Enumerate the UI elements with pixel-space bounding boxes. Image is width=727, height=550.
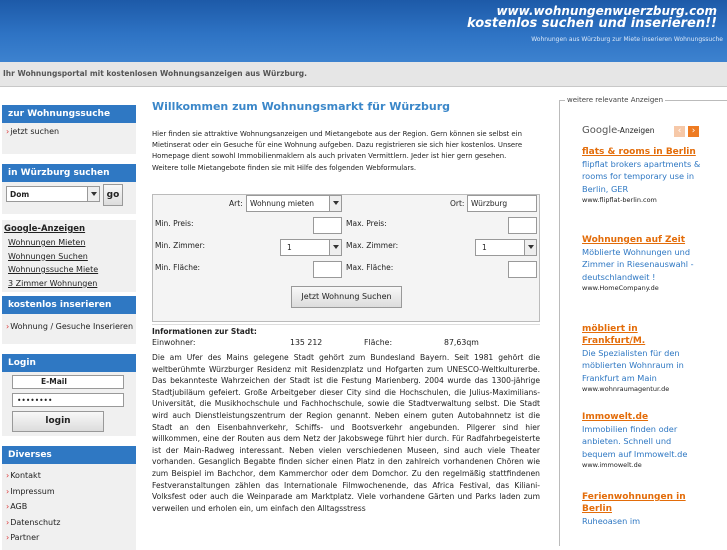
ad-url[interactable]: www.HomeCompany.de xyxy=(582,283,659,292)
page-title: Willkommen zum Wohnungsmarkt für Würzburg xyxy=(152,100,451,113)
misc-section-head: Diverses xyxy=(2,446,136,464)
ad-text: Immobilien finden oder anbieten. Schnell und bequem auf Immowelt.de xyxy=(582,424,688,459)
max-rooms-label: Max. Zimmer: xyxy=(346,241,399,250)
site-url[interactable]: www.wohnungenwuerzburg.com xyxy=(496,4,717,18)
art-select[interactable] xyxy=(246,195,342,212)
ad-item[interactable] xyxy=(582,411,702,491)
min-rooms-value: 1 xyxy=(287,243,292,252)
min-price-input[interactable] xyxy=(313,217,342,234)
ad-text: Ruheoasen im xyxy=(582,516,641,526)
misc-partner-label: Partner xyxy=(10,533,40,542)
info-strip xyxy=(0,62,727,87)
ads-list xyxy=(582,125,702,527)
ad-text: flipflat brokers apartments & rooms for temporary use in Berlin, GER xyxy=(582,159,701,194)
google-ads-head[interactable]: Google-Anzeigen xyxy=(4,224,86,234)
google-link-2[interactable]: Wohnungen Suchen xyxy=(8,251,88,261)
max-price-label: Max. Preis: xyxy=(346,219,387,228)
search-submit-button[interactable]: Jetzt Wohnung Suchen xyxy=(291,286,402,308)
city-description: Die am Ufer des Mains gelegene Stadt gehört zum Bundesland Bayern. Seit 1981 gehört die weltberühmte Würzburger Residenz mit Residenzplatz und Hofgarten zum UNESCO-Weltkulturerbe. Das bekannteste Wahrzeichen der Stadt ist die Festung Marienberg. 2004 wurde das 1300-jährige Stadtjubiläum gefeiert. Große Arbeitgeber dieser City sind die Hochschulen, die Julius-Maximilians-Universität, die Musikhochschule und Fachhochschule, sowie die Stadtverwaltung selbst. Die Stadt wird auch Dienstleistungszentrum der Region genannt. Neben einem guten Autobahnnetz ist die Stadt an den Eisenbahnverkehr, Schiffs- und Bootsverkehr angebunden. Pilgerer sind hier willkommen, eine der Routen aus dem Netz der Jakobswege führt hier durch. Für Radfahrbegeisterte ist der Main-Radweg interessant. Neben vielen verschiedenen Museen, sind auch viele Theater vorhanden. Gesanglich Begabte finden sicher einen Platz in den zahlreich vorhandenen Chören wie zum Beispiel im Bachchor, dem Kammerchor oder dem Domchor. Zu den regelmäßig stattfindenen Festveranstaltungen zählen das Internationale Filmwochenende, das Africa Festival, das Kiliani-Volksfest oder auch die Weinparade am Marktplatz. Viele vorhandene Gärten und Parks laden zum verweilen und erholen ein, um einfach den Alltagsstress xyxy=(152,353,540,513)
art-select-value: Wohnung mieten xyxy=(250,199,315,208)
ad-text: Die Spezialisten für den möblierten Wohnraum in Frankfurt am Main xyxy=(582,348,684,383)
google-ads-bar xyxy=(582,125,702,141)
misc-link-datenschutz[interactable]: ›Datenschutz xyxy=(6,517,61,527)
ort-input[interactable]: Würzburg xyxy=(467,195,537,212)
insert-section xyxy=(2,314,136,344)
ad-text: Möblierte Wohnungen und Zimmer in Riesenauswahl - deutschlandweit ! xyxy=(582,247,694,282)
max-rooms-select[interactable] xyxy=(475,239,537,256)
prev-arrow-icon[interactable]: ‹ xyxy=(674,126,685,137)
google-ads-box xyxy=(2,220,136,292)
chevron-down-icon[interactable] xyxy=(524,240,536,255)
min-price-label: Min. Preis: xyxy=(155,219,194,228)
city-info-heading: Informationen zur Stadt: xyxy=(152,327,257,336)
ad-item[interactable] xyxy=(582,234,702,323)
misc-link-kontakt[interactable]: ›Kontakt xyxy=(6,471,41,480)
search-section-head: zur Wohnungssuche xyxy=(2,105,136,123)
insert-link[interactable]: ›Wohnung / Gesuche Inserieren xyxy=(6,322,134,331)
ad-url[interactable]: www.flipflat-berlin.com xyxy=(582,195,657,204)
ads-caption: weitere relevante Anzeigen xyxy=(567,96,664,104)
city-stats-row xyxy=(152,338,540,350)
residents-label: Einwohner: xyxy=(152,338,196,347)
search-form xyxy=(152,194,540,322)
city-select[interactable] xyxy=(6,186,100,202)
ad-item[interactable] xyxy=(582,323,702,411)
area-value: 87,63qm xyxy=(444,338,479,347)
misc-datenschutz-label: Datenschutz xyxy=(10,517,61,527)
insert-section-head: kostenlos inserieren xyxy=(2,296,136,314)
strip-text: Ihr Wohnungsportal mit kostenlosen Wohnungsanzeigen aus Würzburg. xyxy=(3,69,308,78)
site-header xyxy=(0,0,727,62)
ad-item[interactable] xyxy=(582,491,702,527)
login-section-head: Login xyxy=(2,354,136,372)
ad-item[interactable] xyxy=(582,146,702,234)
ad-title[interactable]: Ferienwohnungen in Berlin xyxy=(582,492,686,514)
ad-url[interactable]: www.wohnraumagentur.de xyxy=(582,384,670,393)
misc-link-impressum[interactable]: ›Impressum xyxy=(6,486,55,496)
misc-link-partner[interactable]: ›Partner xyxy=(6,533,40,542)
go-button[interactable]: go xyxy=(103,184,123,206)
max-price-input[interactable] xyxy=(508,217,537,234)
search-now-label: jetzt suchen xyxy=(10,127,60,136)
email-field[interactable]: E-Mail xyxy=(12,375,124,389)
password-field[interactable]: •••••••• xyxy=(12,393,124,407)
min-rooms-select[interactable] xyxy=(280,239,342,256)
google-link-3[interactable]: Wohnungssuche Miete xyxy=(8,265,99,274)
search-now-link[interactable]: ›jetzt suchen xyxy=(6,127,60,136)
chevron-down-icon[interactable] xyxy=(329,240,341,255)
art-label: Art: xyxy=(229,199,243,208)
ort-label: Ort: xyxy=(450,199,465,208)
site-tagline: kostenlos suchen und inserieren!! xyxy=(467,16,717,31)
next-arrow-icon[interactable]: › xyxy=(688,126,699,137)
min-rooms-label: Min. Zimmer: xyxy=(155,241,206,250)
sidebar xyxy=(0,105,138,550)
misc-section xyxy=(2,464,136,550)
login-section xyxy=(2,372,136,436)
google-ads-suffix: -Anzeigen xyxy=(617,126,655,135)
max-rooms-value: 1 xyxy=(482,243,487,252)
min-area-label: Min. Fläche: xyxy=(155,263,201,272)
min-area-input[interactable] xyxy=(313,261,342,278)
chevron-down-icon[interactable] xyxy=(329,196,341,211)
site-subtitle: Wohnungen aus Würzburg zur Miete inserieren Wohnungssuche xyxy=(531,36,723,43)
ad-title[interactable]: möbliert in Frankfurt/M. xyxy=(582,324,646,346)
misc-link-agb[interactable]: ›AGB xyxy=(6,502,28,511)
login-button[interactable]: login xyxy=(12,411,104,432)
ad-title[interactable]: flats & rooms in Berlin xyxy=(582,147,696,157)
main-content xyxy=(152,100,540,513)
max-area-input[interactable] xyxy=(508,261,537,278)
area-label: Fläche: xyxy=(364,338,393,347)
google-link-1[interactable]: Wohnungen Mieten xyxy=(8,238,86,247)
misc-impressum-label: Impressum xyxy=(10,486,55,496)
residents-value: 135 212 xyxy=(290,338,323,347)
intro-text: Hier finden sie attraktive Wohnungsanzeigen und Mietangebote aus der Region. Gern können sie selbst ein Mietinserat oder ein Gesuche für eine Wohnung aufgeben. Dazu registrieren sie sich hier kostenlos. Unsere Homepage dient sowohl Immobilienmaklern als auch privaten Vermittlern. Jeder ist hier gern gesehen. Weitere tolle Mietangebote finden sie mit Hilfe des folgenden Webformulars. xyxy=(152,130,523,172)
city-info xyxy=(152,324,540,514)
misc-kontakt-label: Kontakt xyxy=(10,471,41,480)
city-section-head: in Würzburg suchen xyxy=(2,164,136,182)
search-section xyxy=(2,123,136,154)
city-section xyxy=(2,182,136,214)
google-logo: Google xyxy=(582,125,618,136)
google-link-4[interactable]: 3 Zimmer Wohnungen xyxy=(8,278,98,288)
city-select-value: Dom xyxy=(10,190,30,199)
misc-agb-label: AGB xyxy=(10,502,28,511)
ad-title[interactable]: Immowelt.de xyxy=(582,412,649,422)
max-area-label: Max. Fläche: xyxy=(346,263,394,272)
ad-url[interactable]: www.immowelt.de xyxy=(582,460,642,469)
chevron-down-icon[interactable] xyxy=(87,187,99,201)
insert-link-label: Wohnung / Gesuche Inserieren xyxy=(10,322,134,331)
ad-title[interactable]: Wohnungen auf Zeit xyxy=(582,235,686,245)
